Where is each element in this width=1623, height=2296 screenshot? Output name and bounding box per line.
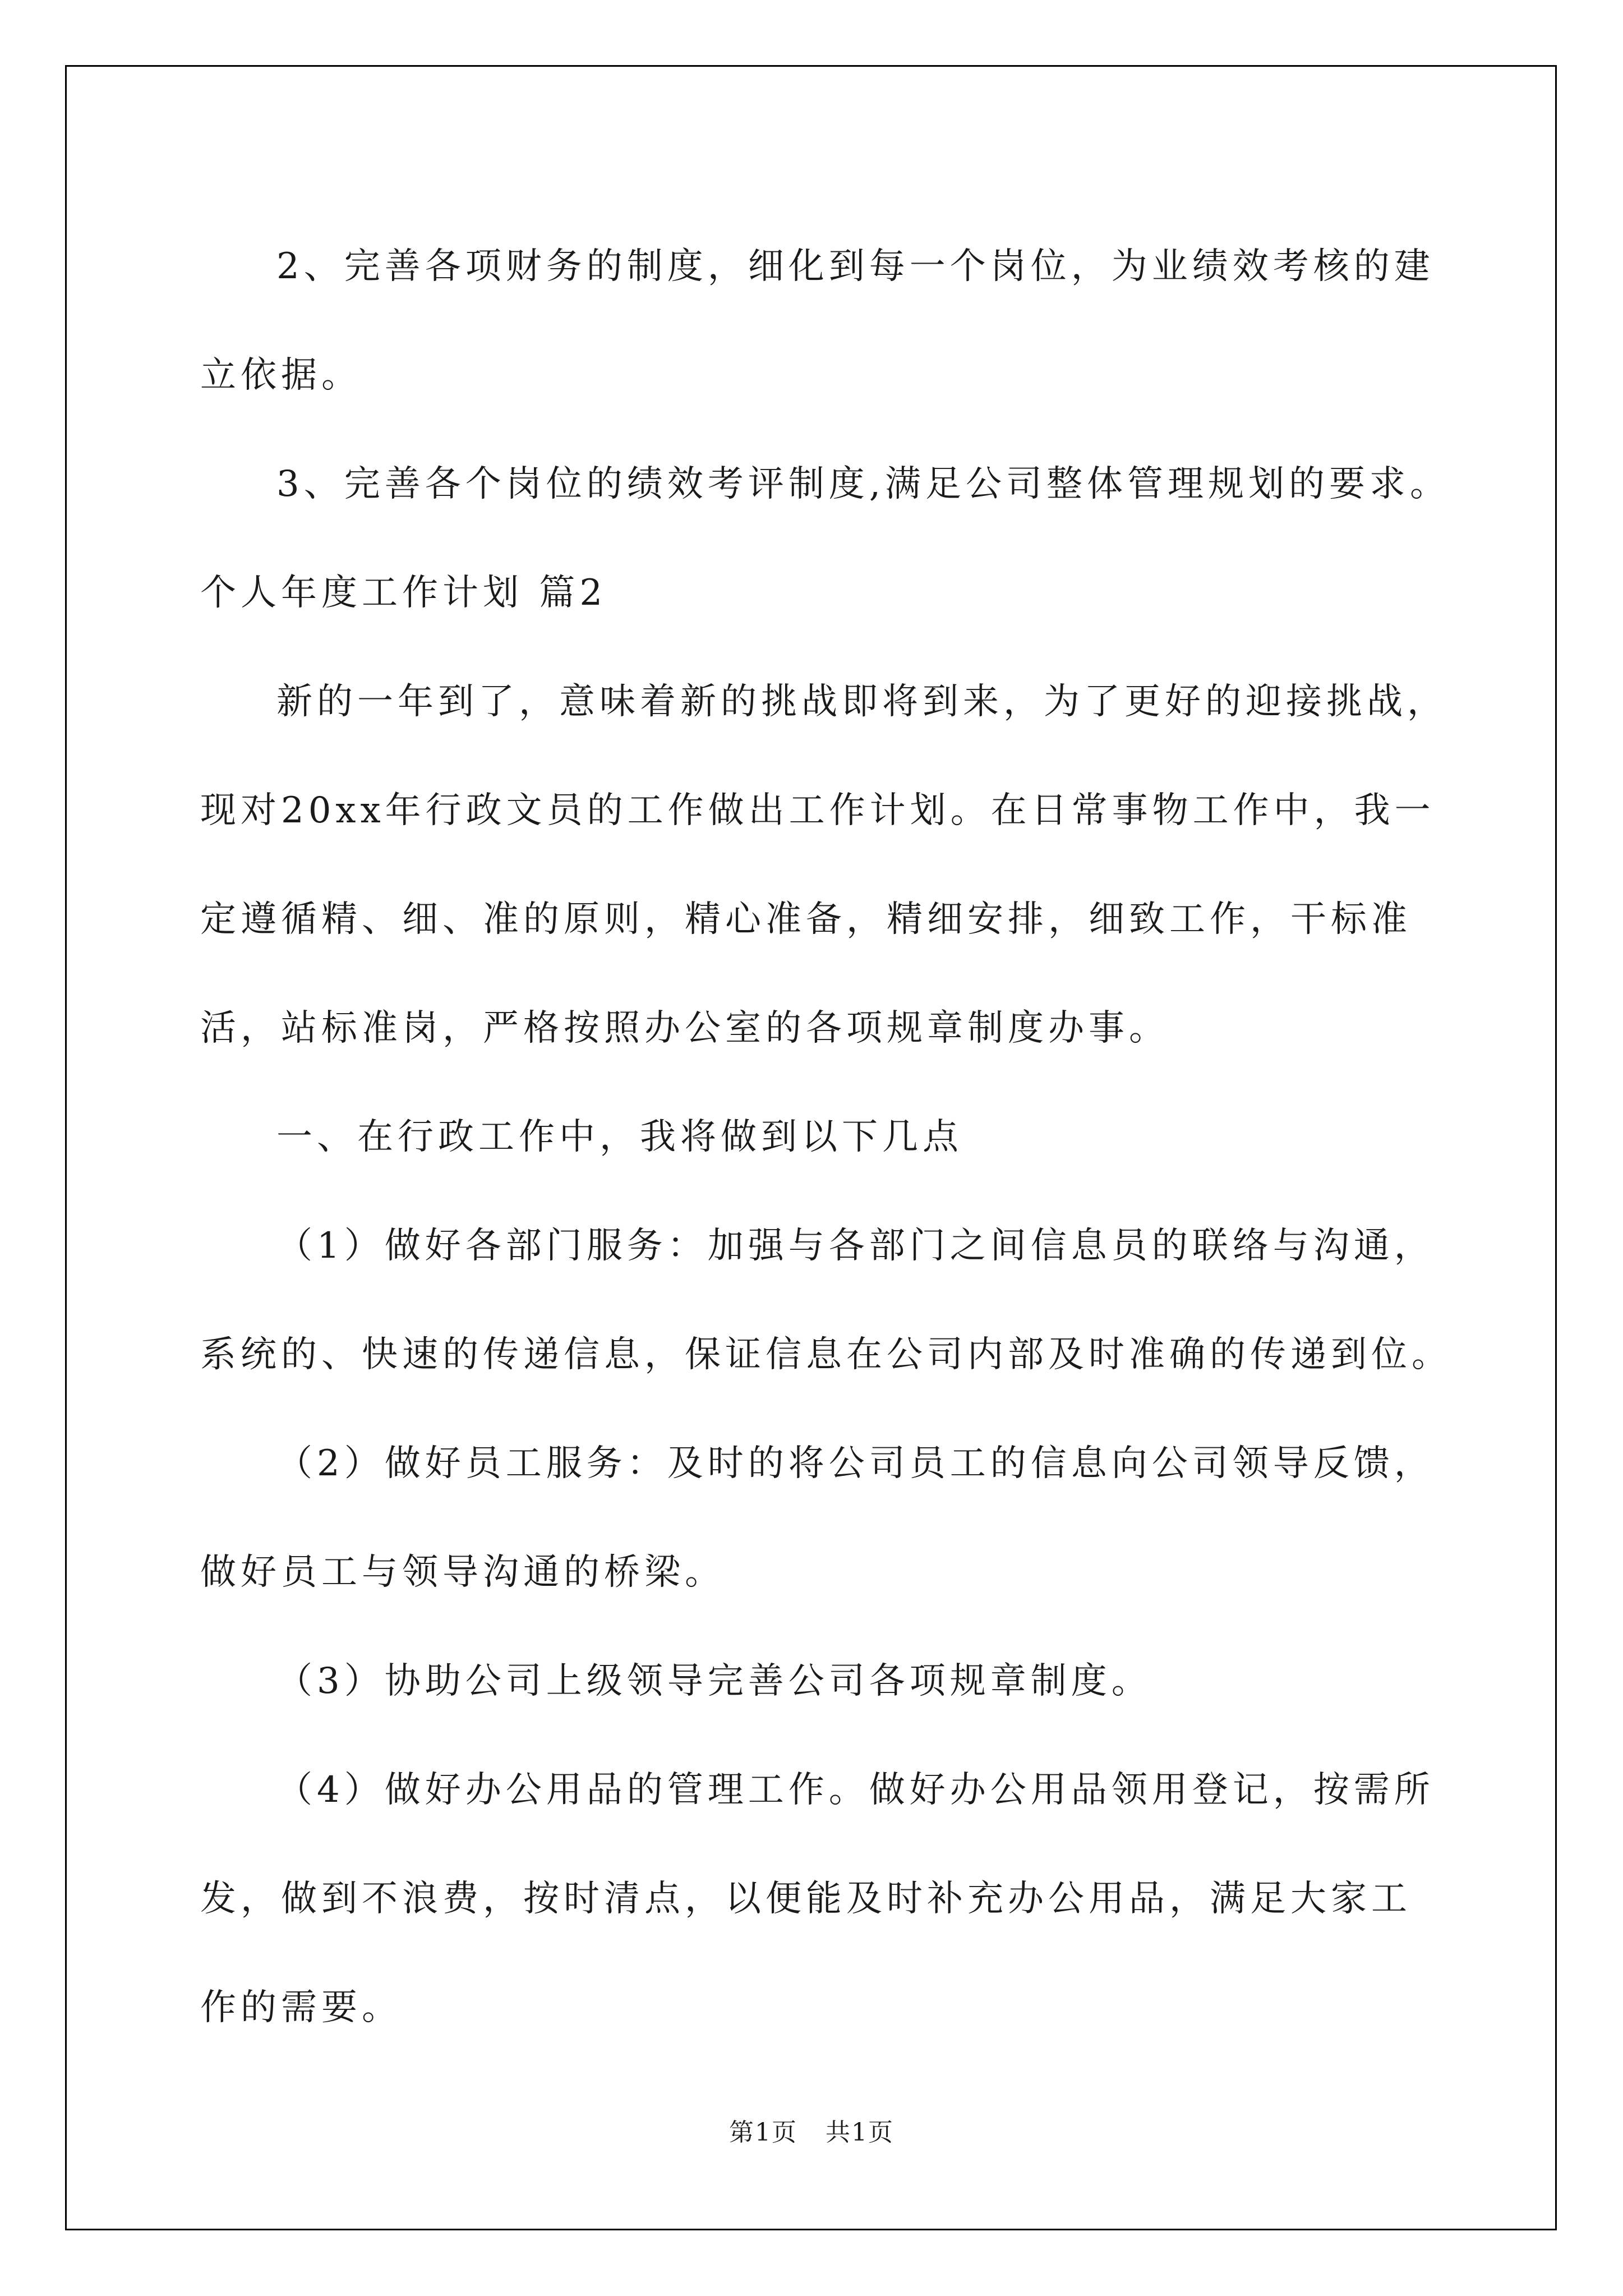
text-line: 新的一年到了，意味着新的挑战即将到来，为了更好的迎接挑战， — [276, 681, 1447, 723]
page-footer — [0, 2116, 1623, 2150]
text-line: 做好员工与领导沟通的桥梁。 — [200, 1552, 725, 1593]
page-number-current: 第1页 — [729, 2118, 797, 2147]
text-line: 一、在行政工作中，我将做到以下几点 — [276, 1116, 963, 1158]
text-line: 活，站标准岗，严格按照办公室的各项规章制度办事。 — [200, 1007, 1169, 1049]
text-line: 发，做到不浪费，按时清点，以便能及时补充办公用品，满足大家工 — [200, 1878, 1412, 1920]
text-line: （3）协助公司上级领导完善公司各项规章制度。 — [276, 1660, 1152, 1702]
text-line: （1）做好各部门服务：加强与各部门之间信息员的联络与沟通， — [276, 1225, 1435, 1267]
text-line: 立依据。 — [200, 355, 362, 396]
text-line: （4）做好办公用品的管理工作。做好办公用品领用登记，按需所 — [276, 1769, 1435, 1811]
section-heading: 个人年度工作计划 篇2 — [200, 572, 607, 614]
text-line: 定遵循精、细、准的原则，精心准备，精细安排，细致工作，干标准 — [200, 899, 1412, 940]
text-line: （2）做好员工服务：及时的将公司员工的信息向公司领导反馈， — [276, 1443, 1435, 1484]
text-line: 现对20xx年行政文员的工作做出工作计划。在日常事物工作中，我一 — [200, 790, 1435, 831]
text-line: 作的需要。 — [200, 1987, 402, 2028]
text-line: 3、完善各个岗位的绩效考评制度,满足公司整体管理规划的要求。 — [276, 463, 1451, 505]
text-line: 2、完善各项财务的制度，细化到每一个岗位，为业绩效考核的建 — [276, 246, 1435, 287]
document-body — [200, 212, 1452, 2062]
text-line: 系统的、快速的传递信息，保证信息在公司内部及时准确的传递到位。 — [200, 1334, 1452, 1375]
page-number-total: 共1页 — [826, 2118, 894, 2147]
